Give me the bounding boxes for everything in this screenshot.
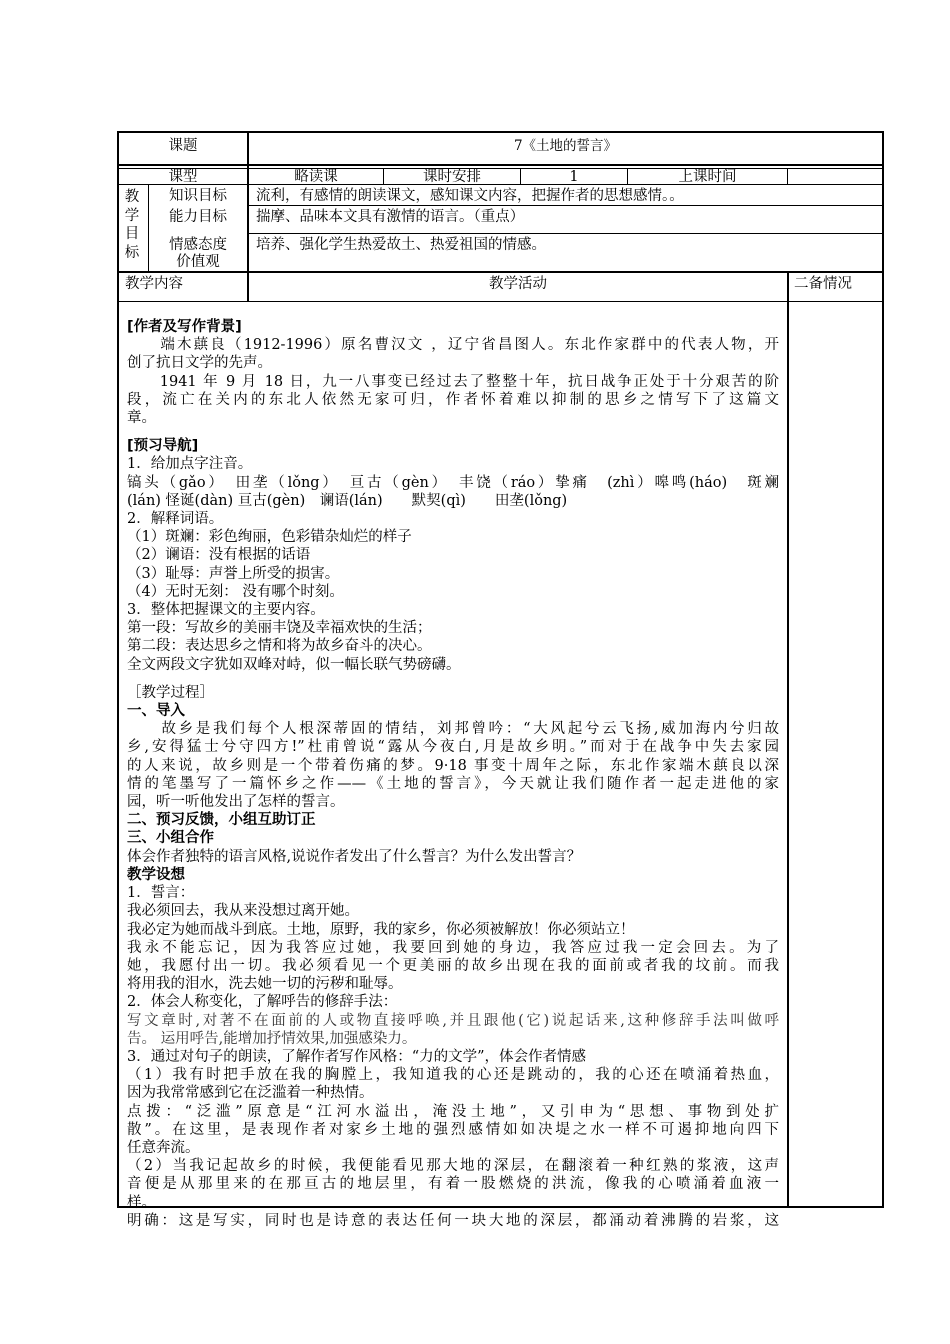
section-heading: [作者及写作背景] — [127, 319, 242, 335]
ability-goal-value: 揣摩、品味本文具有激情的语言。（重点） — [256, 209, 525, 225]
paragraph-line: 样。 — [127, 1194, 156, 1211]
paragraph-line: 1．誓言： — [127, 885, 195, 902]
paragraph-line: 将用我的泪水，洗去她一切的污秽和耻辱。 — [127, 976, 403, 993]
paragraph-line: 散”。在这里，是表现作者对家乡土地的强烈感情如如决堤之水一样不可遏抑地向四下 — [127, 1121, 779, 1138]
paragraph-line: 因为我常常感到它在泛滥着一种热情。 — [127, 1085, 374, 1102]
paragraph-line: 1．给加点字注音。 — [127, 456, 253, 473]
knowledge-goal-label: 知识目标 — [169, 188, 227, 204]
paragraph-line: 明确：这是写实，同时也是诗意的表达任何一块大地的深层，都涌动着沸腾的岩浆，这 — [127, 1212, 779, 1229]
paragraph-line: 写文章时,对著不在面前的人或物直接呼唤,并且跟他(它)说起话来,这种修辞手法叫做呼 — [127, 1012, 779, 1029]
class-time-label: 上课时间 — [678, 169, 737, 185]
paragraph-line: 3．通过对句子的朗读，了解作者写作风格：“力的文学”，体会作者情感 — [127, 1048, 587, 1065]
paragraph-line: （1）我有时把手放在我的胸膛上，我知道我的心还是跳动的，我的心还在喷涌着热血， — [127, 1067, 779, 1084]
paragraph-line: 段，流亡在关内的东北人依然无家可归，作者怀着难以抑制的思乡之情写下了这篇文 — [127, 391, 779, 408]
teaching-activity-header: 教学活动 — [489, 276, 547, 292]
paragraph-line: 音便是从那里来的在那亘古的地层里，有着一股燃烧的洪流，像我的心喷涌着血液一 — [127, 1176, 779, 1193]
ability-goal-label: 能力目标 — [169, 209, 227, 225]
section-heading: 二、预习反馈，小组互助订正 — [127, 812, 316, 829]
emotion-goal-label-2: 价值观 — [176, 254, 220, 270]
section-heading: 一、导入 — [127, 703, 185, 720]
paragraph-line: 我必定为她而战斗到底。土地，原野，我的家乡，你必须被解放！你必须站立！ — [127, 921, 635, 938]
row-rule — [117, 164, 884, 166]
col-rule — [787, 168, 788, 185]
section-heading: 三、小组合作 — [127, 830, 214, 847]
lesson-body — [127, 318, 779, 1230]
paragraph-line: 故乡是我们每个人根深蒂固的情结，刘邦曾吟：“大风起兮云飞扬,威加海内兮归故 — [127, 721, 779, 738]
schedule-label: 课时安排 — [423, 169, 481, 185]
paragraph-line: 的人来说，故乡则是一个带着伤痛的梦。9·18 事变十周年之际，东北作家端木蕻良以深 — [127, 757, 779, 774]
paragraph-line: （1）斑斓：彩色绚丽，色彩错杂灿烂的样子 — [127, 529, 412, 546]
schedule-value: 1 — [569, 169, 579, 185]
paragraph-line: 乡,安得猛士兮守四方!”杜甫曾说“露从今夜白,月是故乡明。”而对于在战争中失去家园 — [127, 739, 779, 756]
paragraph-line: 创了抗日文学的先声。 — [127, 355, 272, 372]
paragraph-line: 点拨：“泛滥”原意是“江河水溢出，淹没土地”，又引申为“思想、事物到处扩 — [127, 1103, 779, 1120]
paragraph-line: 2．解释词语。 — [127, 511, 224, 528]
emotion-goal-value: 培养、强化学生热爱故土、热爱祖国的情感。 — [256, 237, 546, 253]
topic-label: 课题 — [168, 138, 198, 154]
paragraph-line: 端木蕻良（1912-1996）原名曹汉文 ，辽宁省昌图人。东北作家群中的代表人物，开 — [127, 337, 779, 354]
paragraph-line: 镐头（gǎo） 田垄（lǒng） 亘古（gèn） 丰饶（ráo）挚痛 (zhì）嗥鸣(háo) 斑斓 — [127, 474, 779, 491]
paragraph-line: 我必须回去，我从来没想过离开她。 — [127, 903, 359, 920]
row-rule — [247, 205, 884, 206]
lesson-type-label: 课型 — [168, 169, 198, 185]
paragraph-line: 章。 — [127, 410, 156, 427]
knowledge-goal-value: 流利，有感情的朗读课文，感知课文内容，把握作者的思想感情。。 — [256, 188, 684, 204]
paragraph-line: 2．体会人称变化，了解呼告的修辞手法： — [127, 994, 398, 1011]
paragraph-line: 告。 运用呼告,能增加抒情效果,加强感染力。 — [127, 1030, 417, 1047]
paragraph-line: 体会作者独特的语言风格,说说作者发出了什么誓言？为什么发出誓言？ — [127, 848, 582, 865]
paragraph-line: （2）谰语：没有根据的话语 — [127, 547, 311, 564]
paragraph-line: 第一段：写故乡的美丽丰饶及幸福欢快的生活； — [127, 620, 432, 637]
preparation-header: 二备情况 — [794, 276, 852, 292]
row-rule — [117, 301, 884, 302]
topic-value: 7《土地的誓言》 — [513, 138, 618, 154]
section-heading: 教学设想 — [127, 866, 185, 883]
paragraph-line: 情的笔墨写了一篇怀乡之作——《土地的誓言》，今天就让我们随作者一起走进他的家 — [127, 775, 779, 792]
paragraph-line: 第二段：表达思乡之情和将为故乡奋斗的决心。 — [127, 638, 432, 655]
row-rule — [117, 271, 884, 273]
paragraph-line: 我永不能忘记，因为我答应过她，我要回到她的身边，我答应过我一定会回去。为了 — [127, 939, 779, 956]
col-rule — [787, 272, 789, 1208]
paragraph-line: （2）当我记起故乡的时候，我便能看见那大地的深层，在翻滚着一种红熟的浆液，这声 — [127, 1158, 779, 1175]
paragraph-line: 1941 年 9 月 18 日，九一八事变已经过去了整整十年，抗日战争正处于十分艰苦的阶 — [127, 373, 779, 390]
section-heading: ［教学过程］ — [127, 684, 214, 701]
emotion-goal-label-1: 情感态度 — [169, 237, 227, 253]
paragraph-line: （4）无时无刻： 没有哪个时刻。 — [127, 583, 344, 600]
teaching-content-header: 教学内容 — [125, 276, 183, 292]
section-heading: [预习导航] — [127, 438, 199, 455]
paragraph-line: 任意奔流。 — [127, 1139, 200, 1156]
paragraph-line: 她，我愿付出一切。我必须看见一个更美丽的故乡出现在我的面前或者我的坟前。而我 — [127, 957, 779, 974]
lesson-type-value: 略读课 — [294, 169, 338, 185]
paragraph-line: （3）耻辱：声誉上所受的损害。 — [127, 565, 340, 582]
teaching-goals-side-label: 教 学 目 标 — [124, 189, 140, 261]
paragraph-line: 3．整体把握课文的主要内容。 — [127, 602, 325, 619]
paragraph-line: 全文两段文字犹如双峰对峙，似一幅长联气势磅礴。 — [127, 656, 461, 673]
paragraph-line: 园，听一听他发出了怎样的誓言。 — [127, 794, 345, 811]
paragraph-line: (lán) 怪诞(dàn) 亘古(gèn) 谰语(lán) 默契(qì) 田垄(lǒng) — [127, 492, 568, 509]
row-rule — [247, 233, 884, 234]
